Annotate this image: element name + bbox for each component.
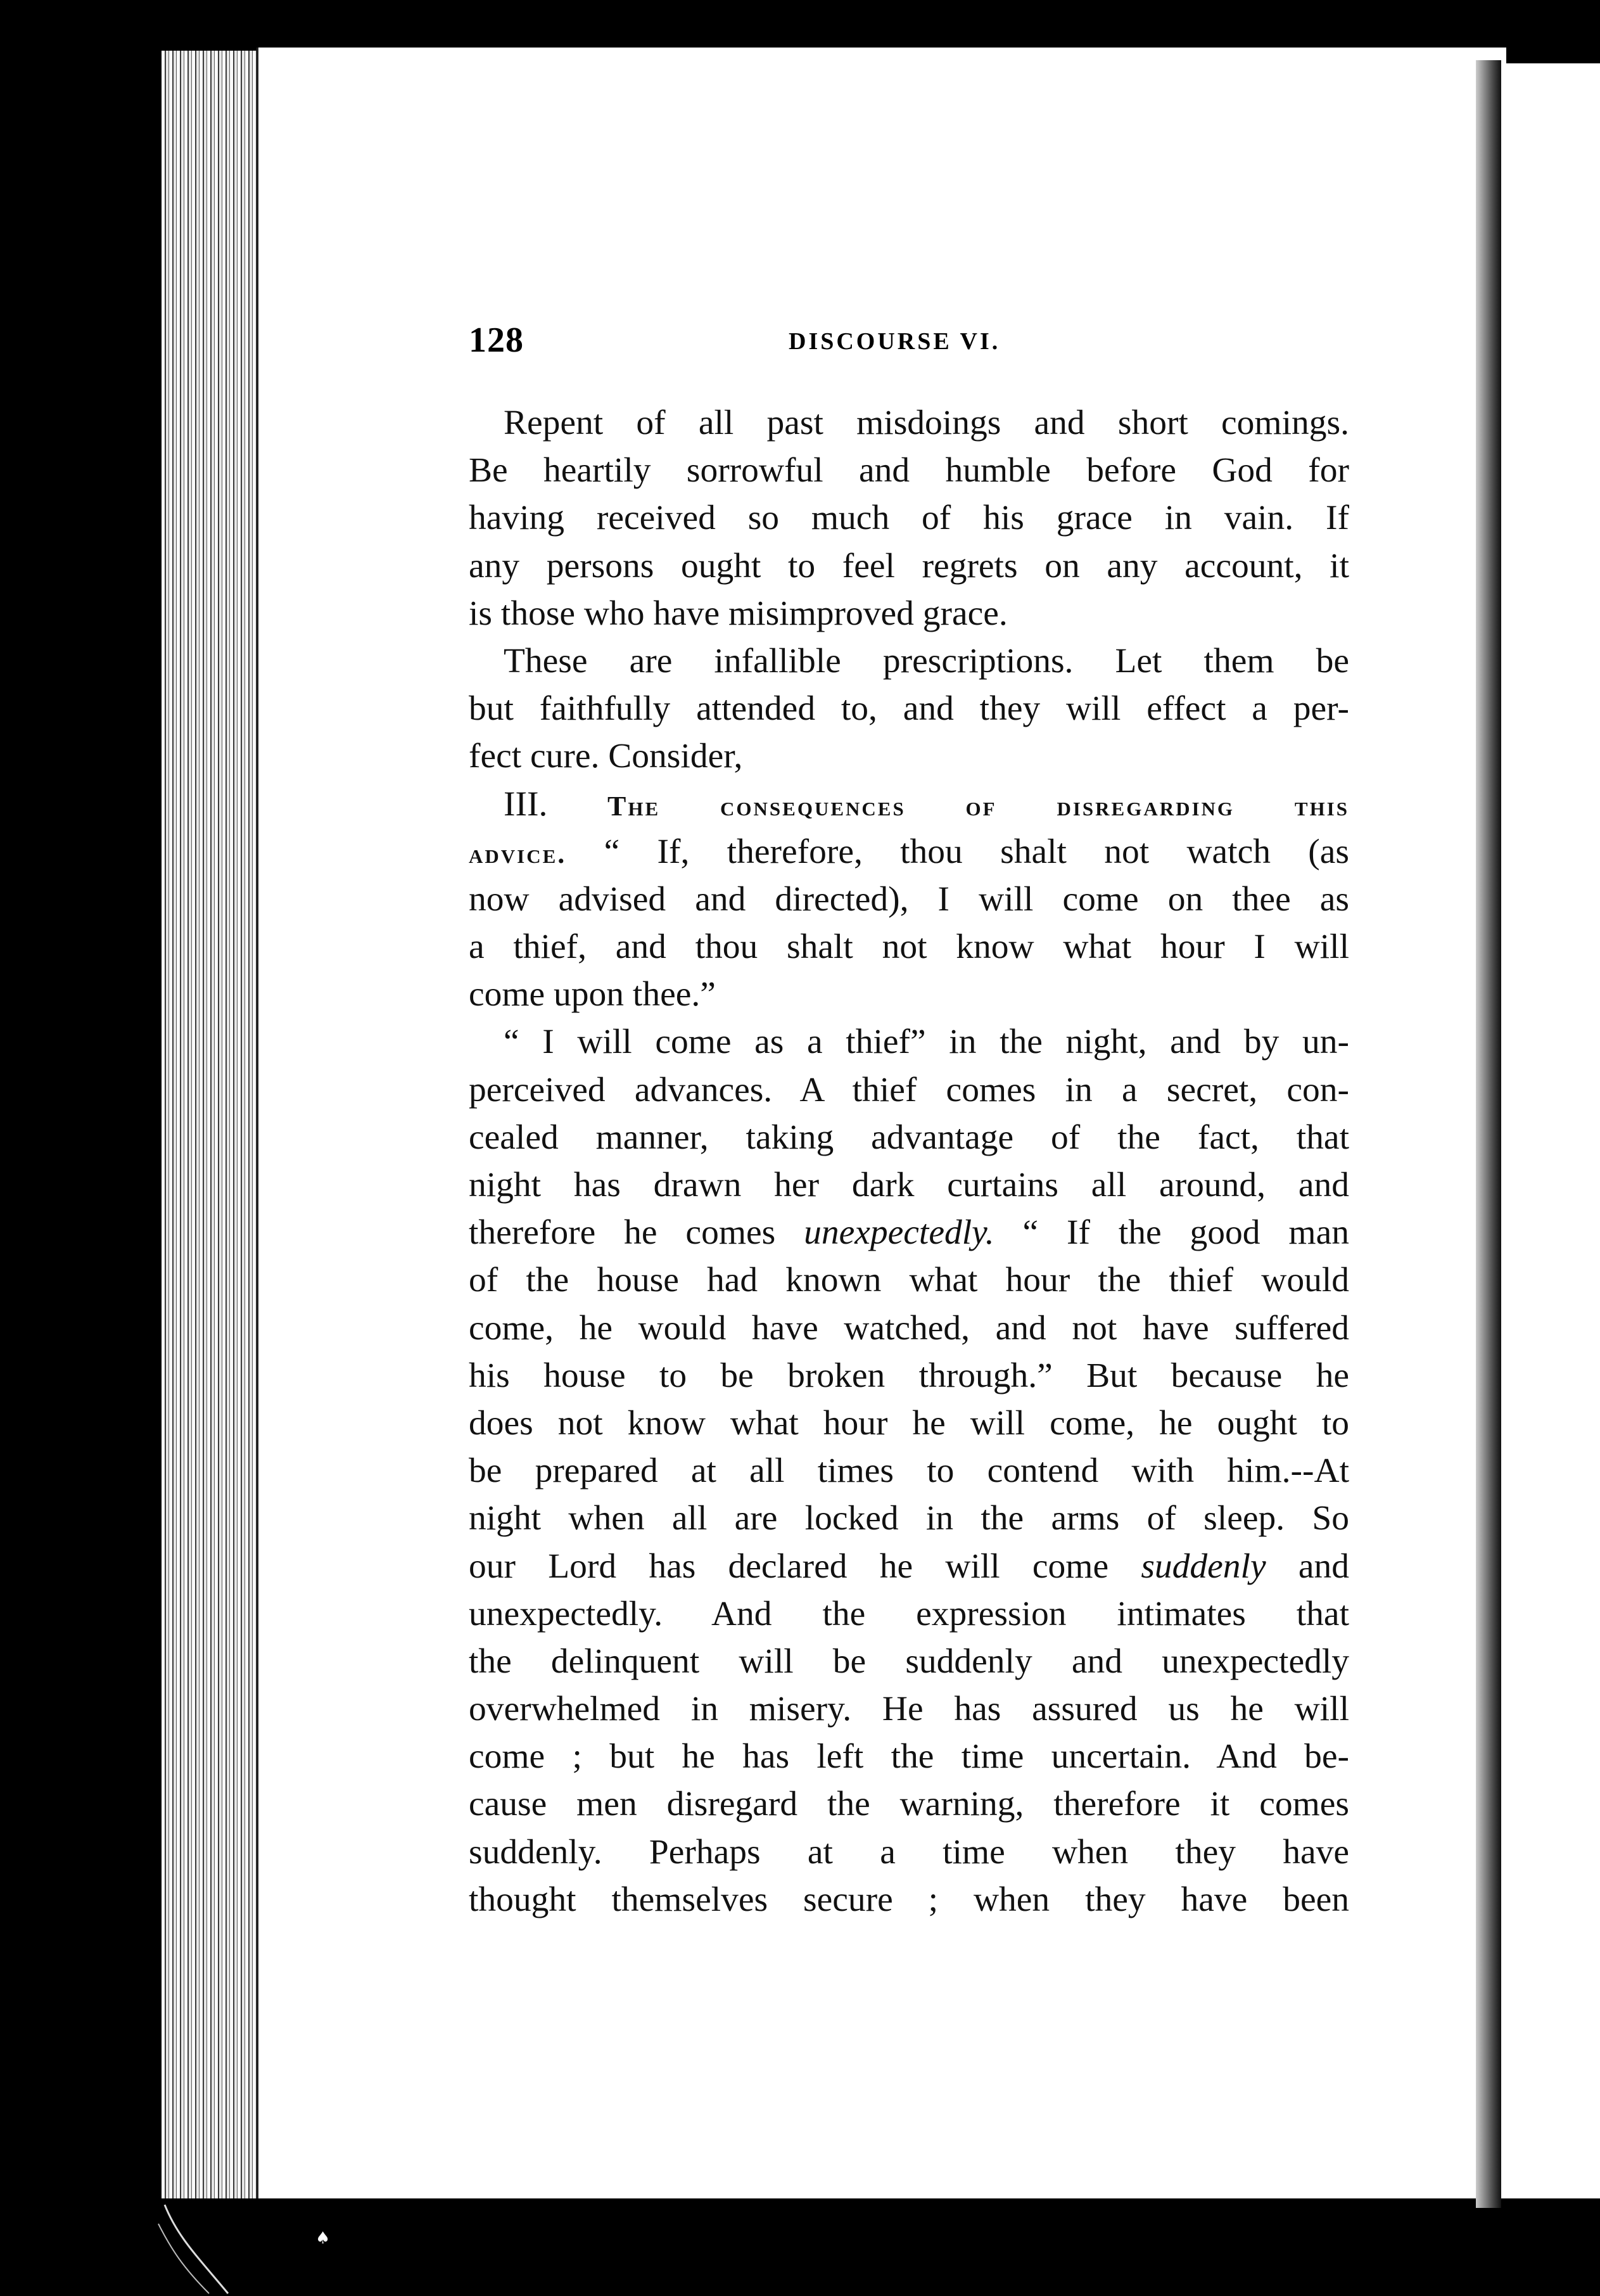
text-line: These are infallible prescriptions. Let them be: [504, 641, 1349, 680]
page-number: 128: [469, 321, 524, 360]
text-line: overwhelmed in misery. He has assured us he will: [469, 1690, 1349, 1729]
text-line: the delinquent will be suddenly and unexpectedly: [469, 1642, 1349, 1681]
text-line: [469, 828, 1349, 876]
text-segment: therefore he comes: [469, 1213, 804, 1253]
text-line: thought themselves secure ; when they have been: [469, 1880, 1349, 1919]
text-line: his house to be broken through.” But because he: [469, 1356, 1349, 1395]
scan-artifact-curl: [152, 2198, 253, 2296]
italic-word: unexpectedly.: [804, 1213, 994, 1253]
page-edges: [162, 51, 266, 2198]
text-line: a thief, and thou shalt not know what hour I will: [469, 928, 1349, 967]
text-line: having received so much of his grace in vain. If: [469, 499, 1349, 538]
text-line: “ I will come as a thief” in the night, and by un-: [504, 1023, 1349, 1062]
scan-artifact-mark: ♠: [315, 2229, 331, 2248]
text-line: [469, 1209, 1349, 1256]
text-line: suddenly. Perhaps at a time when they have: [469, 1832, 1349, 1872]
facing-page-edge: [1502, 63, 1600, 2198]
text-line: now advised and directed), I will come on thee as: [469, 879, 1349, 919]
section-number: III.: [504, 784, 608, 824]
page-header: [469, 320, 1349, 364]
text-segment: “ If the good man: [994, 1213, 1349, 1253]
text-line: come ; but he has left the time uncertain. And be-: [469, 1737, 1349, 1776]
text-line: perceived advances. A thief comes in a secret, con-: [469, 1070, 1349, 1109]
text-line: does not know what hour he will come, he ought to: [469, 1403, 1349, 1443]
text-line: cause men disregard the warning, therefore it comes: [469, 1785, 1349, 1824]
text-line: Be heartily sorrowful and humble before God for: [469, 451, 1349, 490]
text-segment: “ If, therefore, thou shalt not watch (as: [566, 832, 1349, 871]
text-line: any persons ought to feel regrets on any account, it: [469, 546, 1349, 585]
text-line: come, he would have watched, and not have suffered: [469, 1308, 1349, 1348]
running-head: DISCOURSE VI.: [789, 328, 1001, 355]
section-heading: The consequences of disregarding this: [607, 790, 1349, 822]
text-line: cealed manner, taking advantage of the fact, that: [469, 1118, 1349, 1157]
text-line: night when all are locked in the arms of sleep. So: [469, 1499, 1349, 1538]
text-line: fect cure. Consider,: [469, 737, 743, 776]
book-gutter: [1476, 60, 1501, 2208]
text-line: [469, 1543, 1349, 1590]
text-line: but faithfully attended to, and they will effect a per-: [469, 689, 1349, 729]
text-line: is those who have misimproved grace.: [469, 594, 1008, 633]
italic-word: suddenly: [1141, 1547, 1266, 1586]
text-line: unexpectedly. And the expression intimates that: [469, 1594, 1349, 1633]
text-line: be prepared at all times to contend with him.--At: [469, 1451, 1349, 1491]
text-line: Repent of all past misdoings and short comings.: [504, 404, 1349, 442]
body-text: [469, 399, 1349, 1923]
text-segment: our Lord has declared he will come: [469, 1547, 1141, 1586]
text-line: come upon thee.”: [469, 975, 716, 1014]
text-line: night has drawn her dark curtains all around, and: [469, 1166, 1349, 1204]
text-line: of the house had known what hour the thief would: [469, 1261, 1349, 1300]
text-segment: and: [1266, 1547, 1349, 1586]
section-heading-end: advice.: [469, 838, 567, 869]
section-heading-line: [469, 781, 1349, 828]
